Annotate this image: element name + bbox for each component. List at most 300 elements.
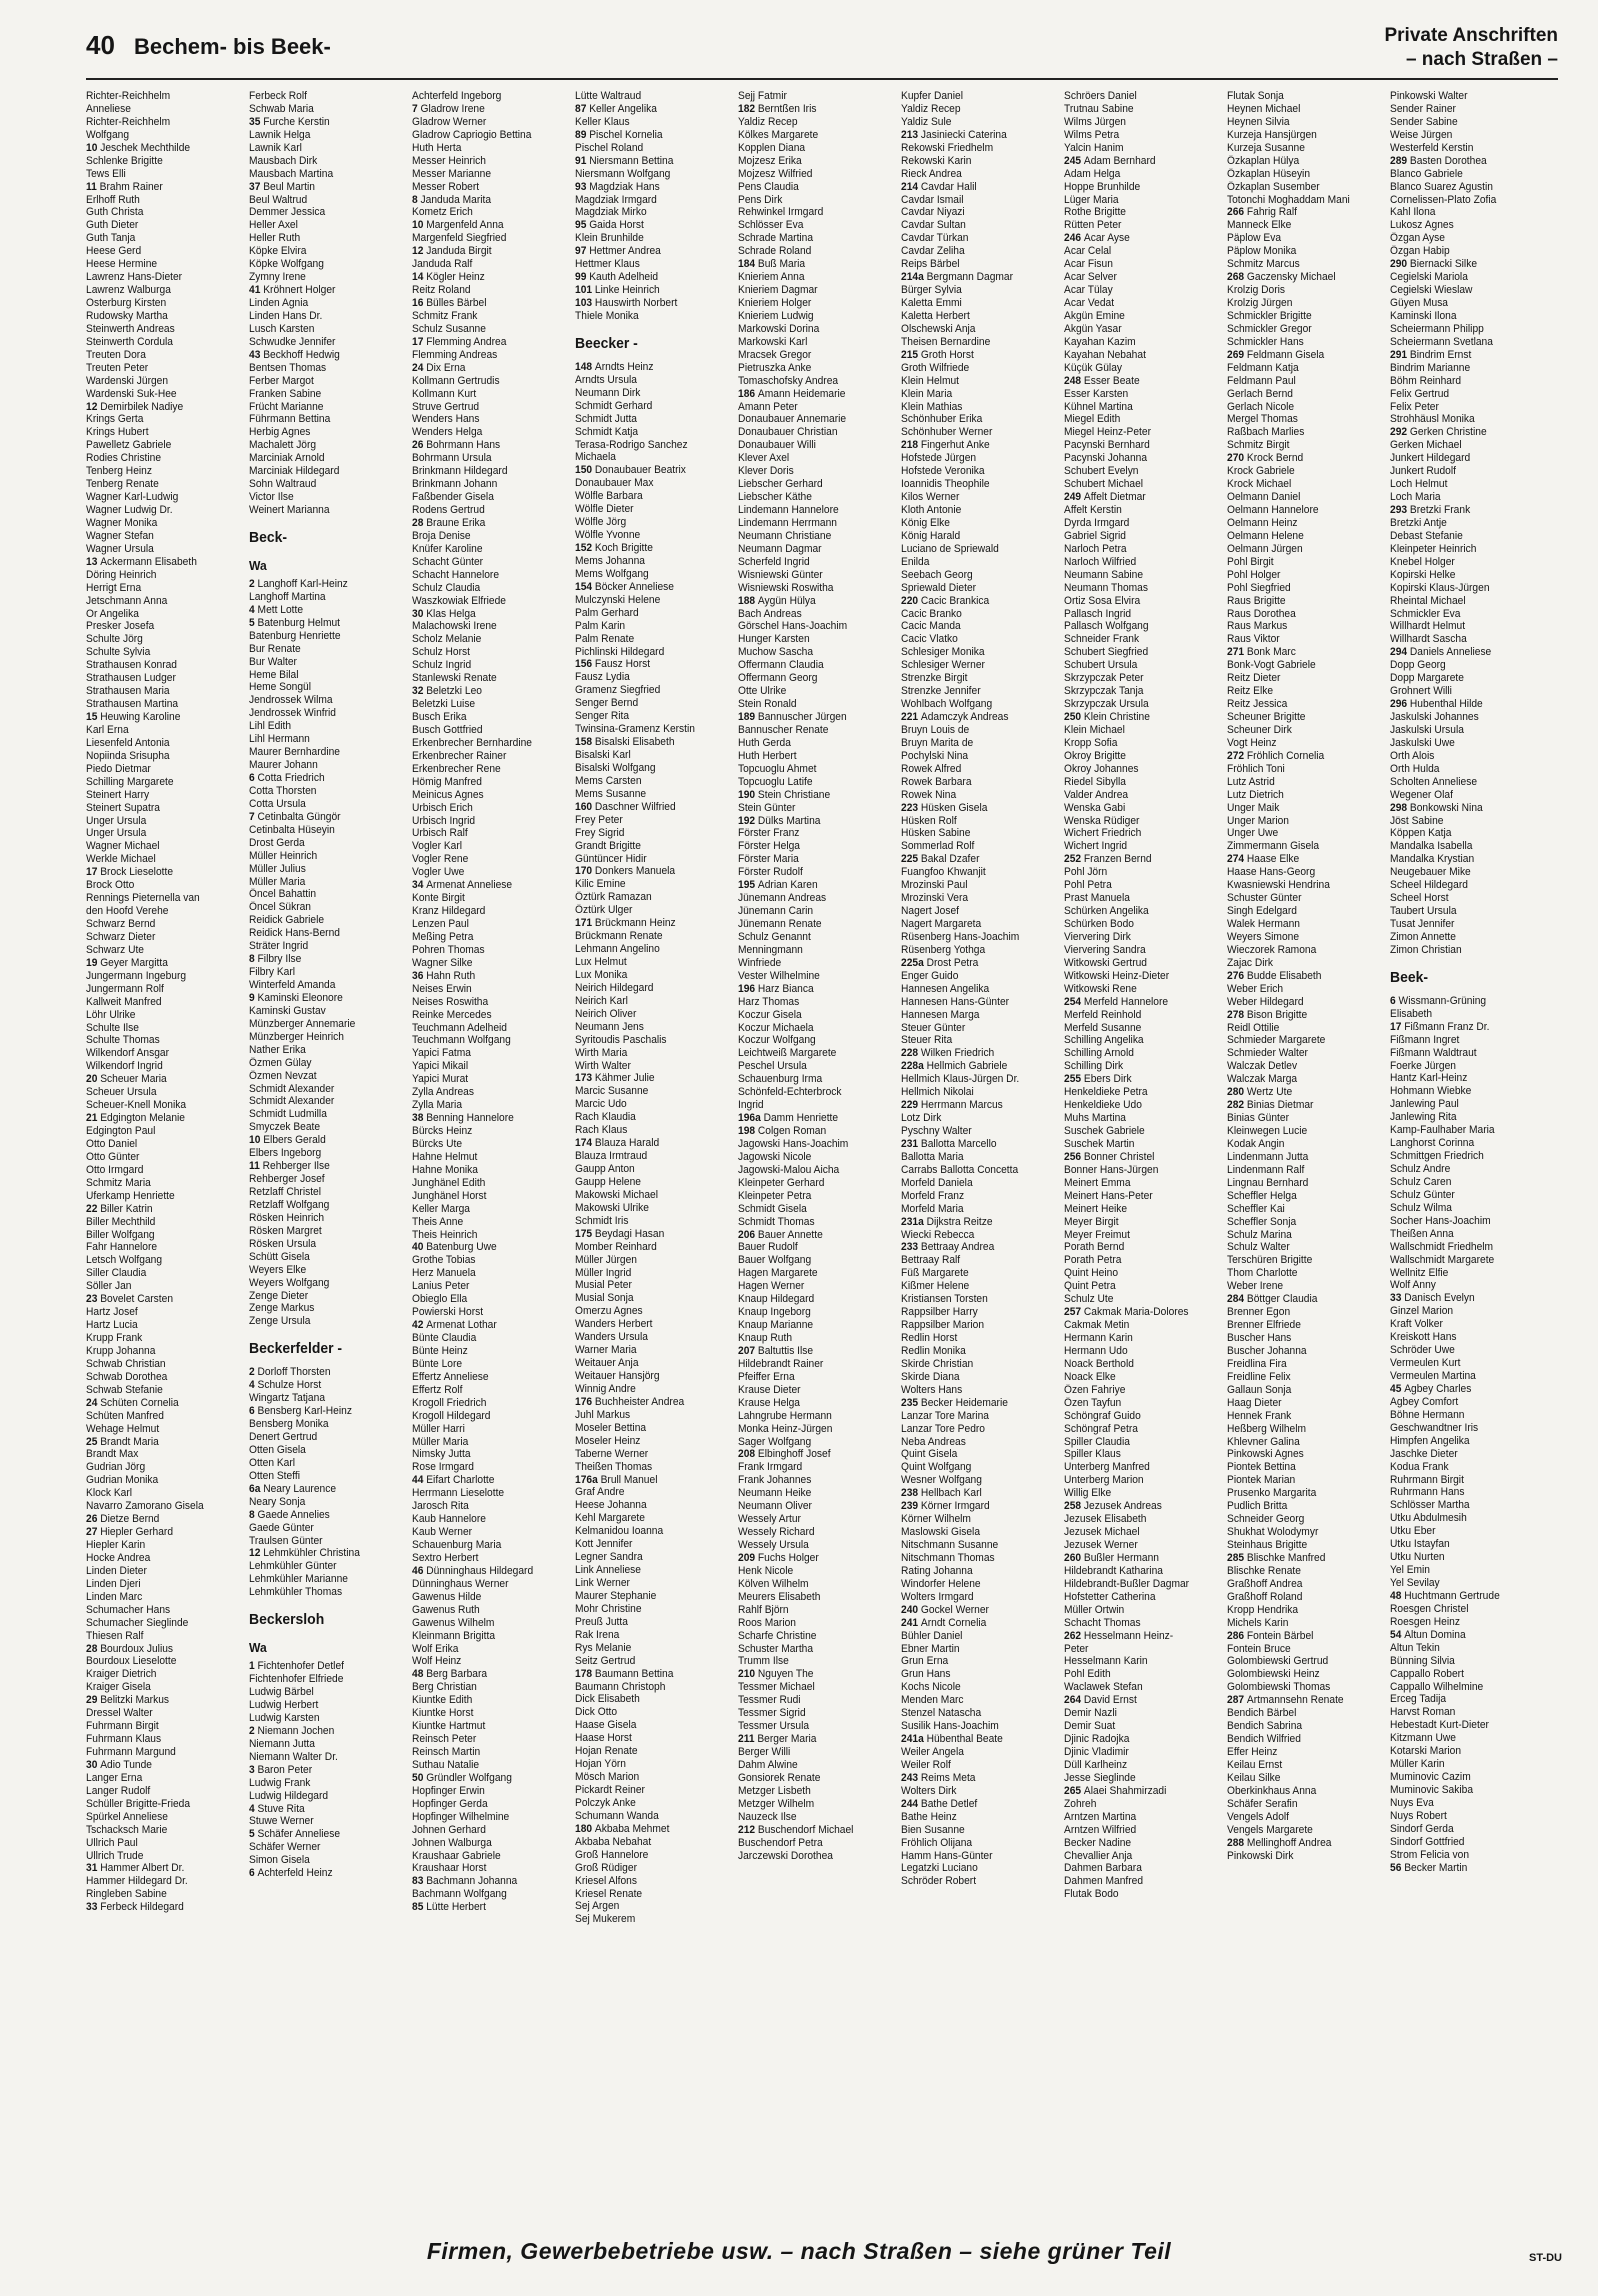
directory-column bbox=[901, 90, 1053, 2210]
directory-entry: Schacht Hannelore bbox=[412, 568, 500, 581]
directory-entry: Wagner Monika bbox=[86, 516, 158, 529]
directory-entry: Böhm Reinhard bbox=[1390, 374, 1462, 387]
directory-entry: 158 Bisalski Elisabeth bbox=[575, 736, 675, 749]
house-number: 258 bbox=[1064, 1500, 1084, 1513]
directory-entry: Kamp-Faulhaber Maria bbox=[1390, 1124, 1495, 1137]
directory-entry: Reitz Dieter bbox=[1227, 672, 1281, 685]
area-code: Wa bbox=[249, 1640, 267, 1656]
directory-entry: Grun Hans bbox=[901, 1668, 951, 1681]
directory-entry: Zimon Annette bbox=[1390, 930, 1456, 943]
directory-entry: 214 Cavdar Halil bbox=[901, 180, 977, 193]
directory-entry: Liebscher Gerhard bbox=[738, 478, 823, 491]
directory-entry: Scheffler Sonja bbox=[1227, 1215, 1297, 1228]
directory-entry: Affelt Kerstin bbox=[1064, 504, 1122, 516]
directory-entry: Kölkes Margarete bbox=[738, 128, 819, 141]
house-number: 174 bbox=[575, 1137, 595, 1150]
directory-entry: Meinert Emma bbox=[1064, 1176, 1131, 1189]
directory-entry: 276 Budde Elisabeth bbox=[1227, 969, 1322, 982]
directory-entry: Unger Uwe bbox=[1227, 827, 1279, 840]
directory-entry: Groß Hannelore bbox=[575, 1848, 649, 1861]
directory-entry: Sej Mukerem bbox=[575, 1913, 636, 1926]
directory-entry: Schröder Uwe bbox=[1390, 1344, 1455, 1357]
directory-entry: Sender Sabine bbox=[1390, 115, 1458, 128]
house-number: 2 bbox=[249, 1724, 258, 1737]
house-number: 17 bbox=[86, 866, 101, 879]
directory-entry: Wenders Helga bbox=[412, 426, 483, 439]
directory-entry: Krings Gerta bbox=[86, 413, 144, 426]
directory-entry: 171 Brückmann Heinz bbox=[575, 917, 676, 930]
directory-entry: Markowski Dorina bbox=[738, 322, 820, 335]
directory-entry: Merfeld Susanne bbox=[1064, 1021, 1142, 1034]
house-number: 24 bbox=[86, 1396, 101, 1409]
directory-entry: Olschewski Anja bbox=[901, 322, 976, 335]
directory-entry: 160 Daschner Wilfried bbox=[575, 800, 676, 813]
directory-entry: Kaminski Gustav bbox=[249, 1004, 326, 1017]
directory-entry: Utku Istayfan bbox=[1390, 1538, 1450, 1551]
house-number: 293 bbox=[1390, 504, 1410, 516]
directory-entry: Sextro Herbert bbox=[412, 1551, 479, 1564]
house-number: 150 bbox=[575, 464, 595, 477]
directory-entry: 266 Fahrig Ralf bbox=[1227, 206, 1297, 219]
directory-entry: Altun Tekin bbox=[1390, 1641, 1440, 1654]
directory-entry: 4 Mett Lotte bbox=[249, 603, 304, 616]
directory-entry: Grothe Tobias bbox=[412, 1254, 476, 1267]
directory-entry: Niersmann Wolfgang bbox=[575, 167, 671, 180]
directory-entry: Kodak Angin bbox=[1227, 1137, 1285, 1150]
directory-entry: Offermann Georg bbox=[738, 672, 818, 685]
street-heading: Beckerfelder - bbox=[249, 1340, 343, 1358]
directory-entry: Bourdoux Lieselotte bbox=[86, 1655, 177, 1668]
directory-entry: Schacht Thomas bbox=[1064, 1616, 1141, 1629]
directory-entry: Teuchmann Wolfgang bbox=[412, 1034, 511, 1047]
directory-entry: 215 Groth Horst bbox=[901, 348, 974, 361]
directory-entry: Valder Andrea bbox=[1064, 788, 1129, 801]
directory-entry: Kahl Ilona bbox=[1390, 206, 1436, 219]
directory-entry: 248 Esser Beate bbox=[1064, 374, 1140, 387]
directory-entry: Strom Felicia von bbox=[1390, 1848, 1470, 1861]
directory-entry: Schröers Daniel bbox=[1064, 90, 1137, 102]
directory-entry: Kotarski Marion bbox=[1390, 1745, 1462, 1758]
house-number: 212 bbox=[738, 1823, 758, 1836]
directory-entry: Oelmann Daniel bbox=[1227, 491, 1301, 504]
directory-entry: Guth Christa bbox=[86, 206, 144, 219]
directory-entry: Schmitz Frank bbox=[412, 309, 478, 322]
directory-entry: Kilic Emine bbox=[575, 878, 626, 891]
directory-entry: Theißen Thomas bbox=[575, 1460, 653, 1473]
directory-entry: Rak Irena bbox=[575, 1628, 620, 1641]
directory-entry: Kitzmann Uwe bbox=[1390, 1732, 1456, 1745]
directory-entry: Zimmermann Gisela bbox=[1227, 840, 1320, 853]
directory-entry: 293 Bretzki Frank bbox=[1390, 504, 1471, 516]
house-number: 255 bbox=[1064, 1073, 1084, 1086]
directory-entry: Momber Reinhard bbox=[575, 1240, 657, 1253]
directory-entry: Yalcin Hanim bbox=[1064, 141, 1124, 154]
directory-entry: Schuster Martha bbox=[738, 1642, 814, 1655]
directory-entry: 12 Demirbilek Nadiye bbox=[86, 400, 184, 413]
directory-entry: 208 Elbinghoff Josef bbox=[738, 1448, 831, 1461]
directory-entry: Demir Suat bbox=[1064, 1720, 1116, 1733]
directory-entry: Feldmann Paul bbox=[1227, 374, 1296, 387]
house-number: 8 bbox=[412, 193, 421, 206]
house-number: 41 bbox=[249, 284, 264, 297]
directory-entry: Hennek Frank bbox=[1227, 1409, 1292, 1422]
directory-entry: Bathe Heinz bbox=[901, 1810, 957, 1823]
directory-entry: Heller Axel bbox=[249, 219, 298, 232]
directory-entry: Fausz Lydia bbox=[575, 671, 630, 684]
directory-entry: Palm Karin bbox=[575, 619, 626, 632]
directory-entry: Piontek Marian bbox=[1227, 1474, 1296, 1487]
house-number: 288 bbox=[1227, 1836, 1247, 1849]
directory-entry: Junkert Hildegard bbox=[1390, 452, 1471, 465]
directory-entry: Leichtweiß Margarete bbox=[738, 1047, 837, 1060]
directory-entry: Kiuntke Edith bbox=[412, 1694, 473, 1707]
directory-entry: Blanco Suarez Agustin bbox=[1390, 180, 1493, 193]
directory-entry: Hagen Werner bbox=[738, 1280, 805, 1293]
directory-entry: Krogoll Hildegard bbox=[412, 1409, 491, 1422]
directory-entry: Suschek Gabriele bbox=[1064, 1125, 1145, 1137]
directory-entry: Lotz Dirk bbox=[901, 1112, 942, 1125]
directory-entry: Quint Gisela bbox=[901, 1448, 958, 1461]
directory-entry: Kleinpeter Petra bbox=[738, 1189, 812, 1202]
directory-entry: Gaupp Helene bbox=[575, 1175, 641, 1188]
directory-entry: Himpfen Angelika bbox=[1390, 1434, 1470, 1447]
house-number: 154 bbox=[575, 580, 595, 593]
directory-entry: Jezusek Michael bbox=[1064, 1526, 1140, 1539]
house-number: 28 bbox=[412, 516, 427, 529]
directory-entry: Buscher Hans bbox=[1227, 1332, 1292, 1344]
directory-entry: Özen Tayfun bbox=[1064, 1396, 1122, 1409]
directory-entry: Gawenus Hilde bbox=[412, 1590, 482, 1603]
directory-entry: Rennings Pieternella van bbox=[86, 892, 200, 905]
directory-entry: Osterburg Kirsten bbox=[86, 297, 167, 309]
directory-entry: Schwab Dorothea bbox=[86, 1370, 168, 1383]
directory-entry: Winnig Andre bbox=[575, 1382, 636, 1395]
directory-entry: Reinke Mercedes bbox=[412, 1008, 492, 1021]
directory-entry: Spriewald Dieter bbox=[901, 581, 977, 594]
directory-entry: Brückmann Renate bbox=[575, 930, 663, 943]
directory-entry: Pischel Roland bbox=[575, 141, 644, 154]
house-number: 228 bbox=[901, 1047, 921, 1060]
area-code: Wa bbox=[249, 557, 267, 573]
directory-entry: Dick Elisabeth bbox=[575, 1693, 640, 1706]
directory-entry: Juhl Markus bbox=[575, 1408, 631, 1421]
directory-entry: Knaup Hildegard bbox=[738, 1293, 815, 1306]
directory-entry: Ginzel Marion bbox=[1390, 1305, 1454, 1318]
directory-entry: Bünte Lore bbox=[412, 1357, 463, 1370]
directory-entry: Elbers Ingeborg bbox=[249, 1147, 322, 1160]
directory-entry: Sindorf Gottfried bbox=[1390, 1835, 1465, 1848]
house-number: 271 bbox=[1227, 646, 1247, 659]
directory-entry: Guth Dieter bbox=[86, 219, 139, 232]
directory-entry: Wanders Ursula bbox=[575, 1331, 648, 1344]
directory-entry: Willhardt Helmut bbox=[1390, 620, 1466, 633]
page-number: 40 bbox=[86, 30, 115, 60]
directory-entry: 223 Hüsken Gisela bbox=[901, 801, 988, 814]
directory-entry: 34 Armenat Anneliese bbox=[412, 879, 513, 892]
house-number: 17 bbox=[1390, 1020, 1405, 1033]
directory-entry: Mrozinski Paul bbox=[901, 879, 968, 892]
directory-entry: Fißmann Ingret bbox=[1390, 1033, 1460, 1046]
directory-entry: Anneliese bbox=[86, 102, 131, 115]
directory-entry: Harz Thomas bbox=[738, 995, 800, 1008]
house-number: 89 bbox=[575, 128, 590, 141]
directory-entry: 32 Beletzki Leo bbox=[412, 685, 482, 698]
directory-entry: Kodua Frank bbox=[1390, 1460, 1449, 1473]
directory-entry: Frank Irmgard bbox=[738, 1461, 803, 1474]
directory-entry: Fröhlich Olijana bbox=[901, 1836, 973, 1849]
directory-entry: Foerke Jürgen bbox=[1390, 1059, 1456, 1072]
directory-entry: Schilling Margarete bbox=[86, 775, 174, 788]
directory-entry: 170 Donkers Manuela bbox=[575, 865, 676, 878]
directory-entry: Rösken Margret bbox=[249, 1224, 322, 1237]
directory-entry: Hüsken Rolf bbox=[901, 814, 957, 827]
directory-entry: Wessely Richard bbox=[738, 1526, 815, 1539]
directory-entry: Schüller Brigitte-Frieda bbox=[86, 1797, 191, 1810]
directory-entry: 15 Heuwing Karoline bbox=[86, 711, 181, 723]
directory-entry: Kopplen Diana bbox=[738, 141, 806, 154]
directory-entry: 12 Lehmkühler Christina bbox=[249, 1547, 360, 1560]
directory-entry: Ludwig Bärbel bbox=[249, 1686, 314, 1699]
directory-entry: Wenders Hans bbox=[412, 413, 480, 426]
directory-entry: Bretzki Antje bbox=[1390, 516, 1447, 529]
directory-entry: 31 Hammer Albert Dr. bbox=[86, 1862, 185, 1875]
directory-entry: Piedo Dietmar bbox=[86, 762, 151, 775]
directory-entry: Hopfinger Gerda bbox=[412, 1797, 488, 1810]
directory-entry: 214a Bergmann Dagmar bbox=[901, 271, 1014, 284]
directory-entry: Redlin Horst bbox=[901, 1332, 958, 1344]
house-number: 171 bbox=[575, 917, 595, 930]
directory-entry: Palm Gerhard bbox=[575, 606, 639, 619]
directory-entry: 231a Dijkstra Reitze bbox=[901, 1215, 993, 1228]
directory-entry: Agbey Comfort bbox=[1390, 1395, 1459, 1408]
directory-entry: 97 Hettmer Andrea bbox=[575, 245, 661, 258]
directory-entry: Haase Gisela bbox=[575, 1719, 637, 1732]
house-number: 17 bbox=[412, 335, 427, 348]
house-number: 30 bbox=[412, 607, 427, 620]
directory-entry: Yapici Fatma bbox=[412, 1047, 471, 1060]
directory-entry: Krupp Frank bbox=[86, 1332, 143, 1344]
directory-entry: Loch Maria bbox=[1390, 491, 1441, 504]
directory-entry: Jetschmann Anna bbox=[86, 594, 168, 607]
directory-entry: Zenge Markus bbox=[249, 1302, 315, 1315]
directory-entry: 16 Bülles Bärbel bbox=[412, 297, 487, 309]
house-number: 4 bbox=[249, 1802, 258, 1815]
directory-entry: Guth Tanja bbox=[86, 232, 136, 245]
directory-entry: 42 Armenat Lothar bbox=[412, 1319, 497, 1332]
directory-entry: Westerfeld Kerstin bbox=[1390, 141, 1474, 154]
directory-entry: Hartz Lucia bbox=[86, 1319, 138, 1332]
directory-entry: Messer Marianne bbox=[412, 167, 492, 180]
directory-entry: 6 Cotta Friedrich bbox=[249, 772, 325, 784]
directory-entry: Smyczek Beate bbox=[249, 1121, 321, 1134]
house-number: 264 bbox=[1064, 1694, 1084, 1707]
directory-entry: Klever Doris bbox=[738, 465, 794, 478]
directory-entry: Cavdar Niyazi bbox=[901, 206, 965, 219]
directory-entry: Vogler Karl bbox=[412, 840, 463, 853]
directory-entry: Vogt Heinz bbox=[1227, 736, 1277, 749]
directory-entry: Öztürk Ramazan bbox=[575, 891, 652, 904]
directory-entry: Flutak Bodo bbox=[1064, 1888, 1119, 1901]
directory-entry: Kelmanidou Ioanna bbox=[575, 1525, 664, 1538]
directory-entry: 255 Ebers Dirk bbox=[1064, 1073, 1132, 1086]
directory-entry: Wichert Ingrid bbox=[1064, 840, 1128, 853]
directory-entry: 257 Cakmak Maria-Dolores bbox=[1064, 1306, 1189, 1319]
house-number: 241 bbox=[901, 1616, 921, 1629]
directory-entry: Makowski Michael bbox=[575, 1188, 659, 1201]
directory-entry: 8 Janduda Marita bbox=[412, 193, 492, 206]
directory-entry: Spiller Klaus bbox=[1064, 1448, 1121, 1461]
directory-entry: Lux Helmut bbox=[575, 956, 627, 968]
directory-entry: Hagen Margarete bbox=[738, 1267, 818, 1280]
directory-entry: Johnen Walburga bbox=[412, 1836, 492, 1849]
house-number: 103 bbox=[575, 297, 595, 309]
house-number: 256 bbox=[1064, 1150, 1084, 1163]
directory-entry: Pietruszka Anke bbox=[738, 361, 812, 374]
directory-entry: Scholz Melanie bbox=[412, 633, 482, 646]
directory-entry: Wolters Dirk bbox=[901, 1784, 957, 1797]
directory-entry: Cetinbalta Hüseyin bbox=[249, 823, 335, 836]
directory-entry: Thiesen Ralf bbox=[86, 1629, 144, 1642]
directory-entry: 212 Buschendorf Michael bbox=[738, 1823, 854, 1836]
directory-entry: Carrabs Ballotta Concetta bbox=[901, 1163, 1019, 1176]
directory-entry: Utku Eber bbox=[1390, 1525, 1436, 1538]
directory-entry: Keller Klaus bbox=[575, 115, 630, 128]
directory-entry: Jezusek Werner bbox=[1064, 1539, 1138, 1551]
directory-entry: Janlewing Paul bbox=[1390, 1098, 1459, 1111]
directory-entry: Bonner Hans-Jürgen bbox=[1064, 1163, 1159, 1176]
directory-entry: Lutz Astrid bbox=[1227, 775, 1275, 788]
house-number: 223 bbox=[901, 801, 921, 814]
directory-entry: Kwasniewski Hendrina bbox=[1227, 879, 1330, 892]
section-title bbox=[1384, 24, 1558, 72]
house-number: 83 bbox=[412, 1875, 427, 1888]
directory-entry: 256 Bonner Christel bbox=[1064, 1150, 1155, 1163]
directory-entry: Felix Peter bbox=[1390, 400, 1439, 413]
directory-entry: 175 Beydagi Hasan bbox=[575, 1227, 665, 1240]
directory-entry: Förster Rudolf bbox=[738, 866, 803, 879]
directory-entry: Hermann Udo bbox=[1064, 1344, 1128, 1357]
directory-entry: Urbisch Ingrid bbox=[412, 814, 476, 827]
directory-entry: 244 Bathe Detlef bbox=[901, 1797, 978, 1810]
house-number: 3 bbox=[249, 1763, 258, 1776]
directory-entry: Noack Berthold bbox=[1064, 1357, 1134, 1370]
directory-entry: 264 David Ernst bbox=[1064, 1694, 1137, 1707]
house-number: 220 bbox=[901, 594, 921, 607]
directory-entry: Oelmann Helene bbox=[1227, 529, 1304, 542]
directory-entry: Elisabeth bbox=[1390, 1007, 1433, 1020]
directory-entry: 296 Hubenthal Hilde bbox=[1390, 698, 1483, 711]
directory-entry: Rahlf Björn bbox=[738, 1603, 789, 1616]
directory-entry: Knieriem Holger bbox=[738, 297, 812, 309]
directory-entry: Steuer Rita bbox=[901, 1034, 953, 1047]
house-number: 12 bbox=[412, 245, 427, 258]
house-number: 291 bbox=[1390, 348, 1410, 361]
directory-entry: 17 Flemming Andrea bbox=[412, 335, 507, 348]
directory-entry: Brinkmann Johann bbox=[412, 478, 498, 491]
directory-entry: Batenburg Henriette bbox=[249, 629, 341, 642]
directory-entry: Jaskulski Johannes bbox=[1390, 711, 1479, 723]
directory-entry: Ludwig Karsten bbox=[249, 1711, 320, 1724]
directory-entry: 156 Fausz Horst bbox=[575, 658, 651, 671]
directory-entry: Stein Günter bbox=[738, 801, 796, 814]
directory-entry: 85 Lütte Herbert bbox=[412, 1901, 486, 1914]
directory-entry: Hermann Karin bbox=[1064, 1332, 1133, 1344]
directory-entry: Schneider Frank bbox=[1064, 633, 1140, 646]
directory-entry: Theisen Bernardine bbox=[901, 335, 991, 348]
directory-entry: 8 Gaede Annelies bbox=[249, 1508, 330, 1521]
directory-entry: 43 Beckhoff Hedwig bbox=[249, 348, 340, 361]
directory-entry: Lehmann Angelino bbox=[575, 943, 660, 956]
directory-entry: Kochs Nicole bbox=[901, 1681, 961, 1694]
directory-entry: Sommerlad Rolf bbox=[901, 840, 975, 853]
directory-entry: Hofstetter Catherina bbox=[1064, 1590, 1156, 1603]
directory-entry: Seitz Gertrud bbox=[575, 1654, 636, 1667]
directory-entry: 192 Dülks Martina bbox=[738, 814, 821, 827]
house-number: 195 bbox=[738, 879, 758, 892]
directory-entry: Hesselmann Karin bbox=[1064, 1655, 1148, 1668]
directory-entry: Porath Petra bbox=[1064, 1254, 1122, 1267]
directory-entry: Metzger Lisbeth bbox=[738, 1784, 811, 1797]
directory-entry: Hebestadt Kurt-Dieter bbox=[1390, 1719, 1489, 1732]
directory-entry: Förster Franz bbox=[738, 827, 800, 840]
directory-entry: 20 Scheuer Maria bbox=[86, 1073, 167, 1086]
directory-entry: Noack Elke bbox=[1064, 1370, 1116, 1383]
directory-entry: 221 Adamczyk Andreas bbox=[901, 711, 1009, 723]
directory-entry: Musial Sonja bbox=[575, 1292, 634, 1305]
directory-entry: Fontein Bruce bbox=[1227, 1642, 1291, 1655]
directory-entry: Peschel Ursula bbox=[738, 1060, 807, 1073]
house-number: 257 bbox=[1064, 1306, 1084, 1319]
directory-entry: Kleinwegen Lucie bbox=[1227, 1125, 1308, 1137]
directory-entry: Sender Rainer bbox=[1390, 102, 1456, 115]
directory-entry: Tessmer Ursula bbox=[738, 1720, 810, 1733]
directory-entry: Pohren Thomas bbox=[412, 943, 485, 956]
directory-entry: Lawnik Karl bbox=[249, 141, 302, 154]
directory-entry: Rappsilber Harry bbox=[901, 1306, 978, 1319]
directory-entry: Otte Ulrike bbox=[738, 685, 787, 698]
directory-entry: Miegel Heinz-Peter bbox=[1064, 426, 1151, 439]
house-number: 19 bbox=[86, 956, 101, 969]
directory-entry: Knüfer Karoline bbox=[412, 542, 483, 555]
directory-entry: Preuß Jutta bbox=[575, 1615, 628, 1628]
directory-entry: Pickardt Reiner bbox=[575, 1784, 645, 1796]
directory-entry: Schmidt Thomas bbox=[738, 1215, 815, 1228]
directory-entry: Theis Heinrich bbox=[412, 1228, 478, 1241]
directory-entry: Kopirski Helke bbox=[1390, 568, 1456, 581]
directory-entry: Pawelletz Gabriele bbox=[86, 439, 172, 452]
directory-entry: Mandalka Krystian bbox=[1390, 853, 1475, 866]
directory-entry: Lenzen Paul bbox=[412, 918, 469, 930]
house-number: 285 bbox=[1227, 1551, 1247, 1564]
directory-entry: Magdziak Irmgard bbox=[575, 193, 657, 206]
directory-entry: Pudlich Britta bbox=[1227, 1500, 1288, 1513]
house-number: 280 bbox=[1227, 1086, 1247, 1099]
directory-column bbox=[1227, 90, 1379, 2210]
house-number: 152 bbox=[575, 542, 595, 554]
directory-entry: Busch Gottfried bbox=[412, 723, 483, 736]
directory-entry: Wolfgang bbox=[86, 128, 130, 141]
directory-entry: Strenzke Jennifer bbox=[901, 685, 981, 698]
directory-entry: König Harald bbox=[901, 529, 961, 542]
directory-entry: Steinert Harry bbox=[86, 788, 150, 801]
directory-entry: Scharfe Christine bbox=[738, 1629, 817, 1642]
directory-entry: Fröhlich Toni bbox=[1227, 762, 1285, 775]
directory-entry: Junghänel Edith bbox=[412, 1176, 486, 1189]
house-number: 298 bbox=[1390, 801, 1410, 814]
directory-entry: Flemming Andreas bbox=[412, 348, 498, 361]
directory-entry: 28 Braune Erika bbox=[412, 516, 486, 529]
directory-entry: Kupfer Daniel bbox=[901, 90, 963, 102]
